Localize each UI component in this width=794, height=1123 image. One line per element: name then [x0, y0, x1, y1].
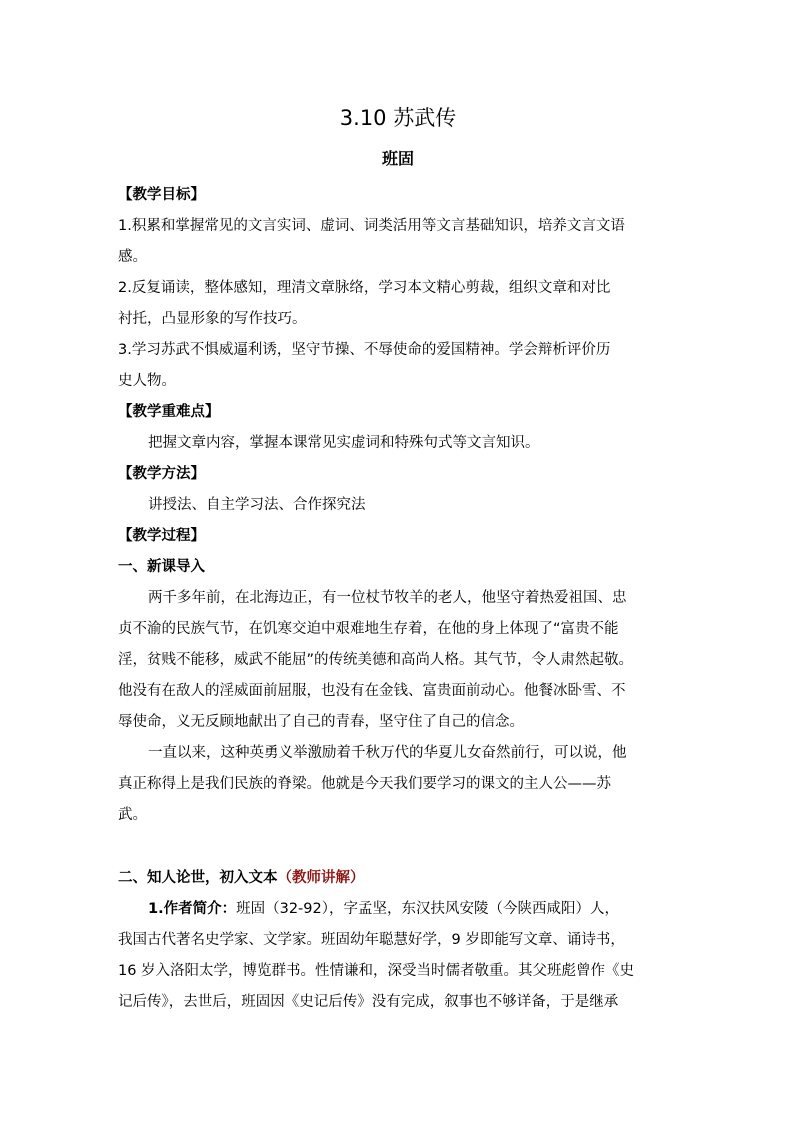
intro-paragraph-2-line-1: 一直以来，这种英勇义举激励着千秋万代的华夏儿女奋然前行，可以说，他 [148, 745, 627, 761]
goal-item-3 [118, 335, 678, 397]
process-heading: 【教学过程】 [118, 528, 205, 544]
goal-item-2-line-1: 2.反复诵读，整体感知，理清文章脉络，学习本文精心剪裁，组织文章和对比 [118, 280, 611, 296]
goal-item-1-line-1: 1.积累和掌握常见的文言实词、虚词、词类活用等文言基础知识，培养文言文语 [118, 218, 625, 234]
intro-paragraph-1 [118, 583, 678, 738]
goal-item-3-line-2: 史人物。 [118, 373, 176, 389]
intro-paragraph-2-line-2: 真正称得上是我们民族的脊梁。他就是今天我们要学习的课文的主人公——苏 [118, 776, 611, 792]
intro-paragraph-2 [118, 738, 678, 831]
author-intro-paragraph [118, 894, 678, 1018]
section2-heading [118, 862, 678, 894]
section1-heading: 一、新课导入 [118, 559, 205, 575]
intro-paragraph-1-line-3: 淫，贫贱不能移，威武不能屈”的传统美德和高尚人格。其气节，令人肃然起敬。 [118, 652, 634, 668]
author-intro-line-1 [118, 894, 678, 925]
author-intro-line-4: 记后传》，去世后，班固因《史记后传》没有完成，叙事也不够详备，于是继承 [118, 994, 619, 1010]
methods-heading: 【教学方法】 [118, 466, 205, 482]
section2-heading-note: （教师讲解） [277, 869, 365, 886]
document-title: 3.10 苏武传 [339, 106, 457, 130]
author-intro-lead: 1.作者简介： [148, 901, 237, 917]
goal-item-2-line-2: 衬托，凸显形象的写作技巧。 [118, 311, 307, 327]
methods-text: 讲授法、自主学习法、合作探究法 [148, 497, 366, 513]
goal-item-1-line-2: 感。 [118, 249, 147, 265]
author-intro-line-1-text: 班固（32-92），字孟坚，东汉扶风安陵（今陕西咸阳）人， [236, 901, 619, 917]
intro-paragraph-2-line-3: 武。 [118, 807, 147, 823]
goals-heading: 【教学目标】 [118, 187, 205, 203]
keypoints-heading: 【教学重难点】 [118, 404, 220, 420]
goal-item-1 [118, 211, 678, 273]
author-intro-line-3: 16 岁入洛阳太学，博览群书。性情谦和，深受当时儒者敬重。其父班彪曾作《史 [118, 963, 635, 979]
intro-paragraph-1-line-4: 他没有在敌人的淫威面前屈服，也没有在金钱、富贵面前动心。他餐冰卧雪、不 [118, 683, 626, 699]
keypoints-text: 把握文章内容，掌握本课常见实虚词和特殊句式等文言知识。 [148, 435, 540, 451]
goal-item-2 [118, 273, 678, 335]
document-page [118, 98, 678, 1018]
intro-paragraph-1-line-1: 两千多年前，在北海边正，有一位杖节牧羊的老人，他坚守着热爱祖国、忠 [148, 590, 627, 606]
blank-line [118, 831, 678, 862]
intro-paragraph-1-line-5: 辱使命，义无反顾地献出了自己的青春，坚守住了自己的信念。 [118, 714, 524, 730]
section2-heading-text: 二、知人论世，初入文本 [118, 870, 278, 886]
author-intro-line-2: 我国古代著名史学家、文学家。班固幼年聪慧好学，9 岁即能写文章、诵诗书， [118, 932, 625, 948]
goal-item-3-line-1: 3.学习苏武不惧威逼利诱，坚守节操、不辱使命的爱国精神。学会辩析评价历 [118, 342, 611, 358]
author-name: 班固 [381, 149, 414, 168]
intro-paragraph-1-line-2: 贞不渝的民族气节，在饥寒交迫中艰难地生存着，在他的身上体现了“富贵不能 [118, 621, 619, 637]
